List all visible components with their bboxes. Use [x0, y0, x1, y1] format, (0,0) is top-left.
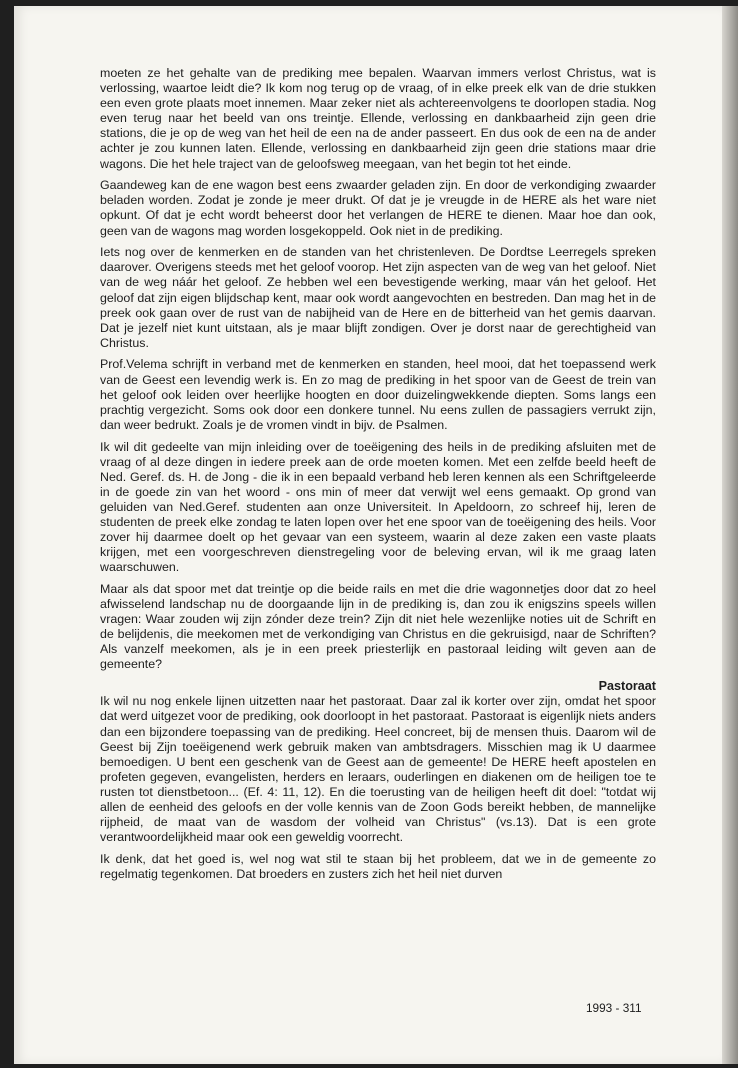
- section-heading: Pastoraat: [598, 679, 656, 694]
- paragraph-2: Gaandeweg kan de ene wagon best eens zwaarder geladen zijn. En door de verkondiging zwaarder beladen worden. Zodat je zonde je meer drukt. Of dat je je vreugde in de HERE als het ware niet opkunt. Of dat je echt wordt beheerst door het verlangen de HERE te dienen. Maar hoe dan ook, geen van de wagons mag worden losgekoppeld. Ook niet in de prediking.: [100, 178, 656, 238]
- paragraph-7: Ik wil nu nog enkele lijnen uitzetten naar het pastoraat. Daar zal ik korter over zijn, omdat het spoor dat werd uitgezet voor de prediking, ook doorloopt in het pastoraat. Pastoraat is eigenlijk niets anders dan een bijzondere toepassing van de prediking. Heel concreet, bij de mensen thuis. Daarom wil de Geest bij Zijn toeëigenend werk gebruik maken van ambtsdragers. Misschien mag ik U daarmee bemoedigen. U bent een geschenk van de Geest aan de gemeente! De HERE heeft apostelen en profeten gegeven, evangelisten, herders en leraars, ouderlingen en diakenen om de heiligen toe te rusten tot dienstbetoon... (Ef. 4: 11, 12). En die toerusting van de heiligen heeft dit doel: "totdat wij allen de eenheid des geloofs en der volle kennis van de Zoon Gods bereikt hebben, de mannelijke rijpheid, de maat van de wasdom der volheid van Christus" (vs.13). Dat is een grote verantwoordelijkheid maar ook een geweldig voorrecht.: [100, 694, 656, 845]
- paragraph-8: Ik denk, dat het goed is, wel nog wat stil te staan bij het probleem, dat we in de gemeente zo regelmatig tegenkomen. Dat broeders en zusters zich het heil niet durven: [100, 851, 656, 881]
- body-text: [100, 66, 656, 889]
- page-edge: [722, 6, 738, 1064]
- paragraph-5: Ik wil dit gedeelte van mijn inleiding over de toeëigening des heils in de prediking afsluiten met de vraag of al deze dingen in iedere preek aan de orde moeten komen. Met een zelfde beeld heeft de Ned. Geref. ds. H. de Jong - die ik in een bepaald verband heb leren kennen als een Schriftgeleerde in de goede zin van het woord - ons min of meer dat verwijt wel eens gemaakt. Op grond van geluiden van Ned.Geref. studenten aan onze Universiteit. In Apeldoorn, zo schreef hij, leren de studenten de preek elke zondag te laten lopen over het ene spoor van de toeëigening des heils. Voor zover hij daarmee doelt op het gevaar van een systeem, waarin al deze zaken een vaste plaats krijgen, met een voorgeschreven dienstregeling voor de beleving ervan, wil ik me graag laten waarschuwen.: [100, 439, 656, 575]
- paragraph-3: Iets nog over de kenmerken en de standen van het christenleven. De Dordtse Leerregels spreken daarover. Overigens steeds met het geloof voorop. Het zijn aspecten van de weg van het geloof. Niet van de weg náár het geloof. Ze hebben wel een bevestigende werking, maar ván het geloof. Het geloof dat zijn eigen blijdschap kent, maar ook wordt aangevochten en bestreden. Dan mag het in de preek ook gaan over de rust van de nabijheid van de Here en de bitterheid van het gemis daarvan. Dat je jezelf niet kunt uitstaan, als je maar blijft zondigen. Over je dorst naar de gerechtigheid van Christus.: [100, 245, 656, 350]
- paragraph-4: Prof.Velema schrijft in verband met de kenmerken en standen, heel mooi, dat het toepassend werk van de Geest een levendig werk is. En zo mag de prediking in het spoor van de Geest de trein van het geloof ook leiden over heerlijke hoogten en door duizelingwekkende diepten. Soms langs een prachtig vergezicht. Soms ook door een donkere tunnel. Nu eens zullen de passagiers verrukt zijn, dan weer bedrukt. Zoals je de vromen vindt in bijv. de Psalmen.: [100, 357, 656, 432]
- paragraph-6: Maar als dat spoor met dat treintje op die beide rails en met die drie wagonnetjes door dat zo heel afwisselend landschap nu de doorgaande lijn in de prediking is, dan zou ik enigszins speels willen vragen: Waar zouden wij zijn zónder deze trein? Zijn dit niet hele wezenlijke noties uit de Schrift en de belijdenis, die meekomen met de verkondiging van Christus en die gekruisigd, naar de Schriften? Als vanzelf meekomen, als je in een preek priesterlijk en pastoraal leiding wilt geven aan de gemeente?: [100, 581, 656, 672]
- paragraph-1: moeten ze het gehalte van de prediking mee bepalen. Waarvan immers verlost Christus, wat is verlossing, waartoe leidt die? Ik kom nog terug op de vraag, of in elke preek elk van de drie stukken een even grote plaats moet innemen. Maar zeker niet als achtereenvolgens te doorlopen stadia. Nog even terug naar het beeld van ons treintje. Ellende, verlossing en dankbaarheid zijn geen drie stations, die je op de weg van het heil de een na de ander passeert. En dus ook de een na de ander achter je zou kunnen laten. Ellende, verlossing en dankbaarheid zijn geen drie stations maar drie wagons. Die het hele traject van de geloofsweg meegaan, van het begin tot het einde.: [100, 66, 656, 171]
- page-number: 1993 - 311: [586, 1001, 642, 1015]
